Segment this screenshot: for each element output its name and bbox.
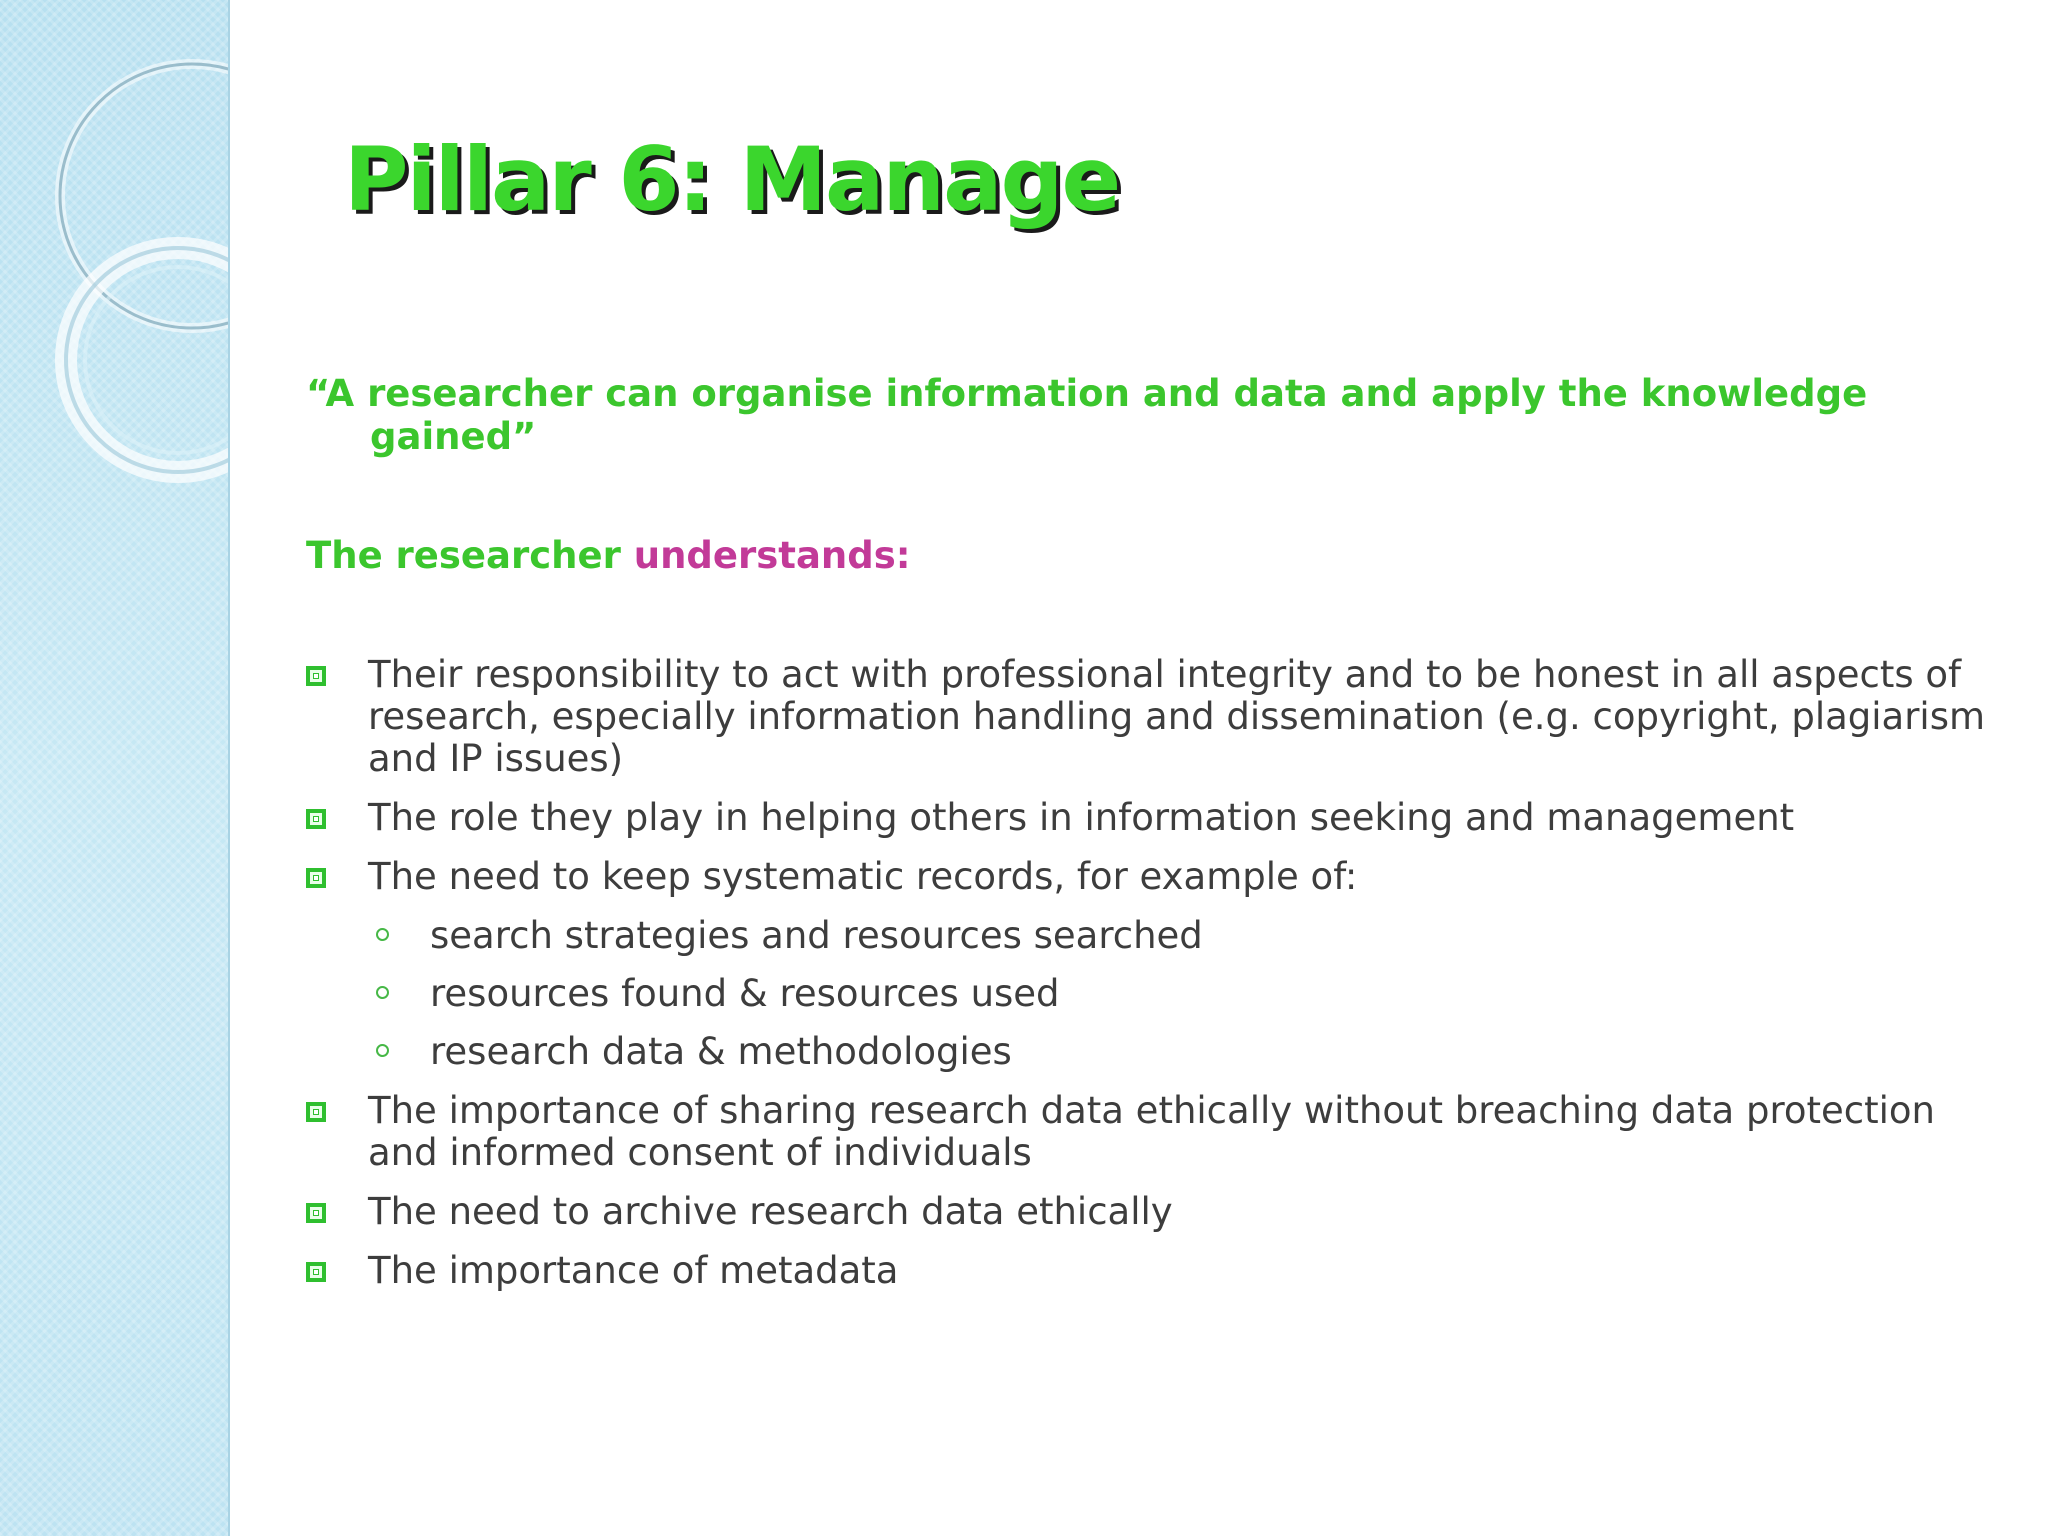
bullet-text: The importance of metadata xyxy=(368,1249,899,1292)
square-bullet-icon xyxy=(306,1262,326,1282)
bullet-text: The role they play in helping others in information seeking and management xyxy=(368,796,1795,839)
bullet-text: The need to keep systematic records, for example of: xyxy=(368,855,1358,898)
sub-bullet-text: resources found & resources used xyxy=(430,972,1060,1015)
decorative-side-panel xyxy=(0,0,230,1536)
list-item xyxy=(306,1090,1996,1174)
square-bullet-icon xyxy=(306,1102,326,1122)
list-item xyxy=(306,1250,1996,1292)
bullet-text: The need to archive research data ethically xyxy=(368,1190,1173,1233)
lead-statement xyxy=(306,534,911,577)
square-bullet-icon xyxy=(306,666,326,686)
square-bullet-icon xyxy=(306,1203,326,1223)
sub-list-item xyxy=(368,1031,1996,1073)
pillar-quote: “A researcher can organise information and data and apply the knowledge gained” xyxy=(306,372,1868,458)
square-bullet-icon xyxy=(306,868,326,888)
circle-bullet-icon xyxy=(376,1044,389,1057)
sub-bullet-text: search strategies and resources searched xyxy=(430,914,1203,957)
circle-bullet-icon xyxy=(376,986,389,999)
bullet-text: Their responsibility to act with professional integrity and to be honest in all aspects of research, especially information handling and dissemination (e.g. copyright, plagiarism and IP issues) xyxy=(368,653,1986,780)
sub-bullet-text: research data & methodologies xyxy=(430,1030,1012,1073)
list-item xyxy=(306,856,1996,1073)
square-bullet-icon xyxy=(306,809,326,829)
circle-bullet-icon xyxy=(376,928,389,941)
bullet-list xyxy=(306,654,1996,1309)
sub-list-item xyxy=(368,915,1996,957)
lead-accent-word: understands: xyxy=(633,534,911,577)
decorative-rings-icon xyxy=(0,0,228,520)
sub-bullet-list xyxy=(368,915,1996,1073)
list-item xyxy=(306,797,1996,839)
bullet-text: The importance of sharing research data ethically without breaching data protection and informed consent of individuals xyxy=(368,1089,1935,1174)
sub-list-item xyxy=(368,973,1996,1015)
list-item xyxy=(306,1191,1996,1233)
lead-text: The researcher xyxy=(306,534,634,577)
list-item xyxy=(306,654,1996,780)
slide-title: Pillar 6: Manage xyxy=(344,128,1120,231)
